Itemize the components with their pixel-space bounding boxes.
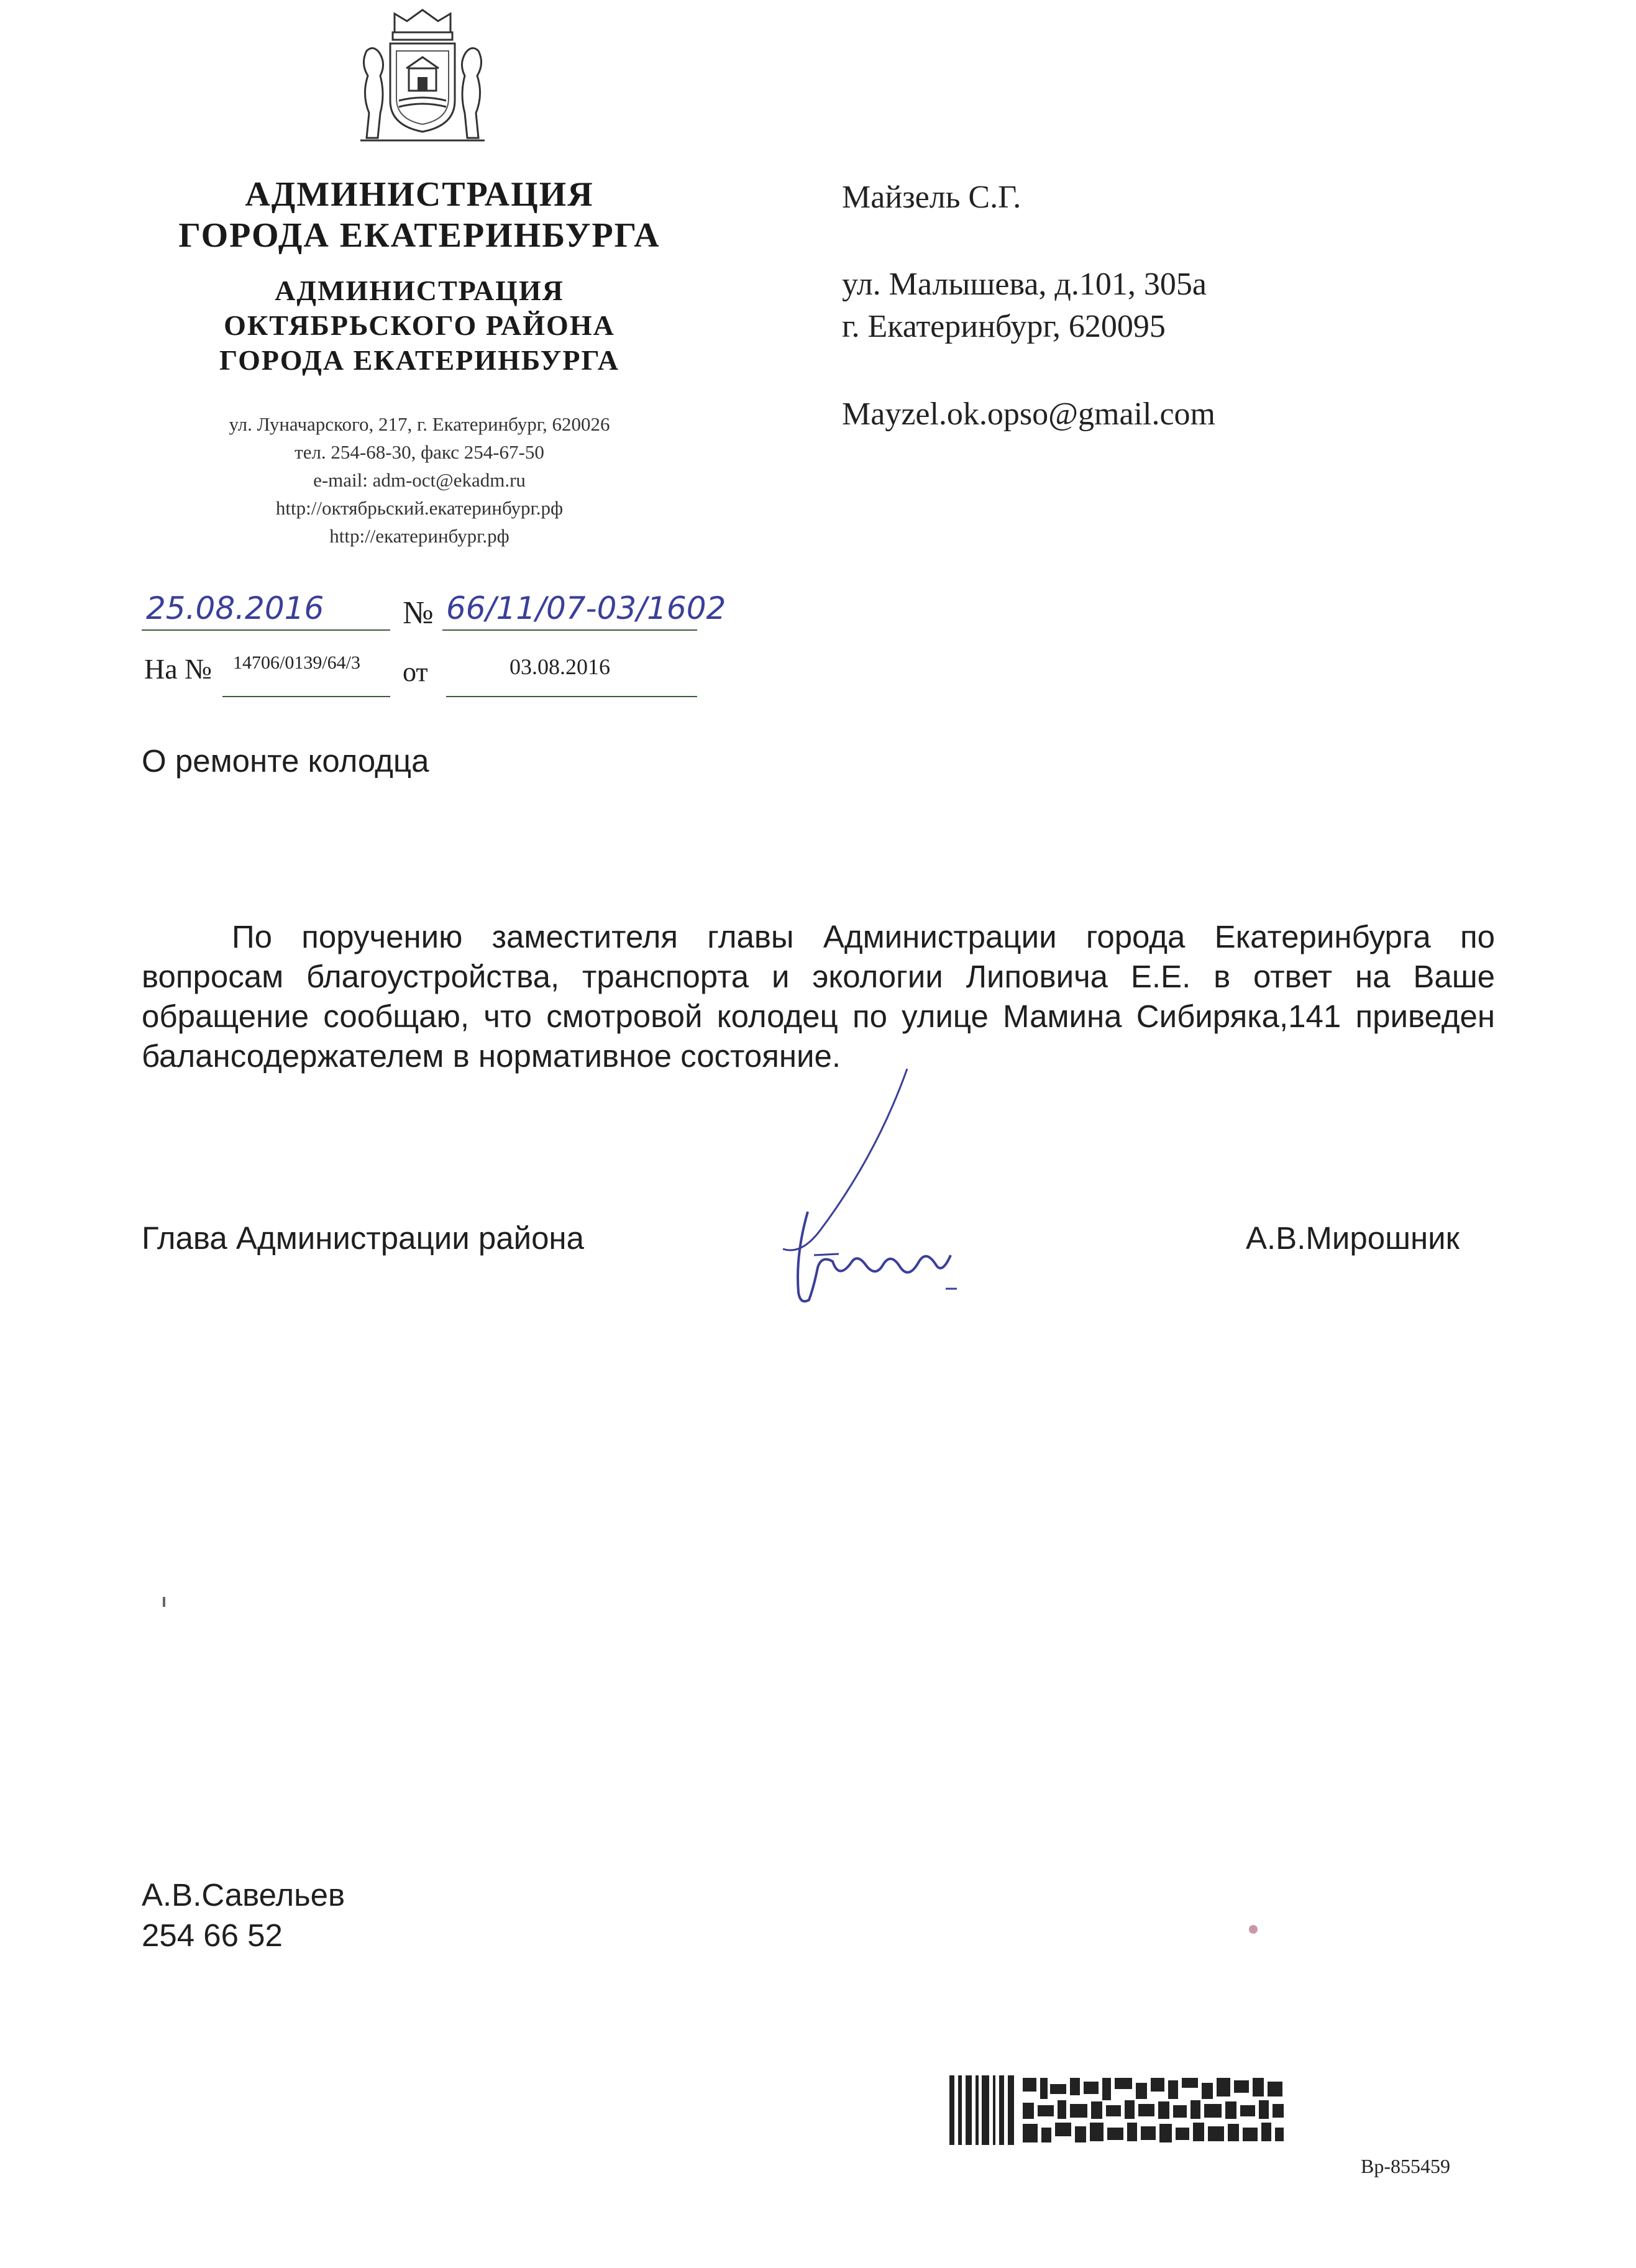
admin-city-line2: ГОРОДА ЕКАТЕРИНБУРГА — [178, 216, 660, 255]
reference-number: 14706/0139/64/3 — [233, 652, 361, 673]
reference-date-underline — [446, 696, 697, 697]
signatory-name: А.В.Мирошник — [1246, 1220, 1460, 1256]
number-label: № — [403, 595, 434, 631]
admin-district-line3: ГОРОДА ЕКАТЕРИНБУРГА — [219, 344, 619, 376]
letter-body-text: По поручению заместителя главы Администрации города Екатеринбурга по вопросам благоустройства, транспорта и экологии Липовича Е.Е. в ответ на Ваше обращение сообщаю, что смотровой колодец по улице Мамина Сибиряка,141 приведен балансодержателем в нормативное состояние. — [142, 919, 1495, 1074]
number-underline — [442, 629, 697, 631]
scan-speck — [163, 1597, 165, 1607]
addressee-street: ул. Малышева, д.101, 305а — [842, 267, 1207, 302]
admin-district-title — [124, 273, 715, 378]
addressee-city: г. Екатеринбург, 620095 — [842, 309, 1166, 344]
admin-city-title — [124, 174, 715, 256]
coat-of-arms-emblem — [348, 7, 497, 150]
letter-subject: О ремонте колодца — [142, 743, 429, 779]
barcode-image — [949, 2075, 1285, 2145]
reference-date: 03.08.2016 — [510, 654, 610, 679]
date-underline — [142, 629, 390, 631]
contact-address: ул. Луначарского, 217, г. Екатеринбург, 620026 — [229, 413, 610, 435]
ink-dot — [1249, 1925, 1258, 1934]
contact-site2[interactable]: http://екатеринбург.рф — [329, 525, 510, 547]
admin-district-line2: ОКТЯБРЬСКОГО РАЙОНА — [224, 309, 615, 341]
letter-body — [142, 917, 1495, 1076]
contact-site1[interactable]: http://октябрьский.екатеринбург.рф — [275, 497, 564, 519]
reference-label: На № — [144, 653, 212, 685]
contact-phone: тел. 254-68-30, факс 254-67-50 — [295, 441, 544, 463]
document-code: Вр-855459 — [1361, 2155, 1450, 2177]
reference-from-label: от — [403, 657, 428, 687]
registration-number: 66/11/07-03/1602 — [446, 590, 726, 626]
contact-email[interactable]: e-mail: adm-oct@ekadm.ru — [313, 469, 526, 491]
executor-name: А.В.Савельев — [142, 1877, 345, 1913]
admin-district-line1: АДМИНИСТРАЦИЯ — [275, 275, 564, 306]
addressee-name: Майзель С.Г. — [842, 180, 1021, 215]
admin-city-line1: АДМИНИСТРАЦИЯ — [245, 175, 594, 214]
registration-date: 25.08.2016 — [146, 590, 324, 626]
signature-stroke — [764, 1069, 988, 1317]
reference-number-underline — [222, 696, 390, 697]
addressee-email[interactable]: Mayzel.ok.opso@gmail.com — [842, 396, 1215, 432]
signatory-position: Глава Администрации района — [142, 1220, 584, 1256]
contact-block — [124, 410, 715, 550]
executor-phone: 254 66 52 — [142, 1918, 283, 1953]
